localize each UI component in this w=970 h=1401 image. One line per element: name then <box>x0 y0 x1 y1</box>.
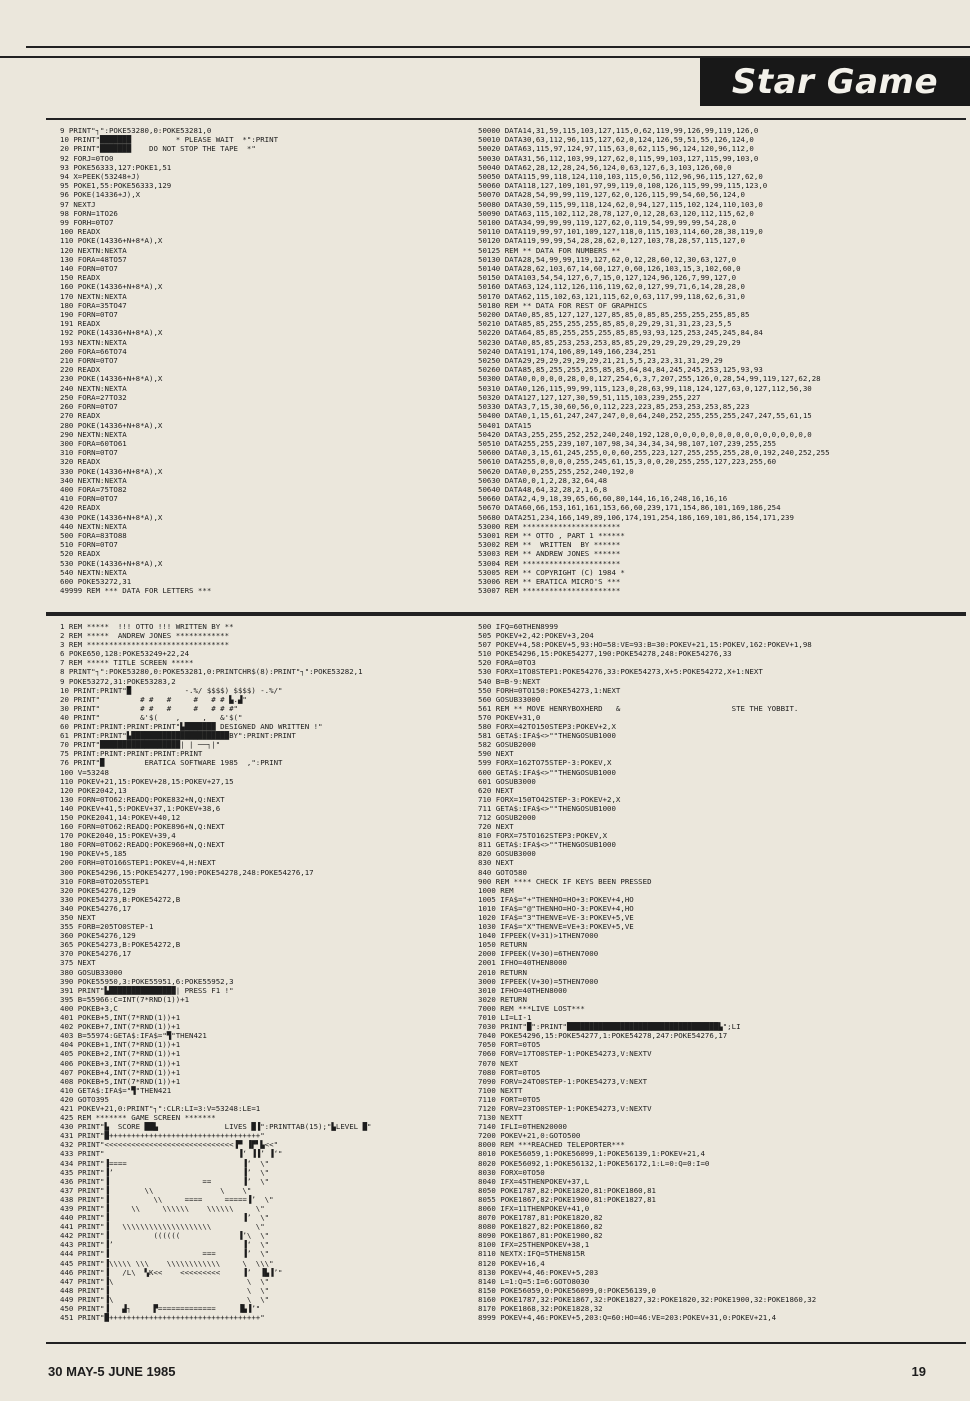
code-line: 8050 POKE1787,82:POKE1820,81:POKE1860,81 <box>478 1185 656 1195</box>
code-line: 50050 DATA115,99,118,124,110,103,115,0,56,112,96,96,115,127,62,0 <box>478 172 763 182</box>
code-line: 50100 DATA34,99,99,99,119,127,62,0,119,54,99,99,99,54,28,0 <box>478 218 737 228</box>
code-line: 9 PRINT"┐":POKE53280,0:POKE53281,0 <box>60 126 212 135</box>
code-line: 432 PRINT"<<<<<<<<<<<<<<<<<<<<<<<<<<<<<▐▀ ▐▛▘▙<<" <box>60 1140 279 1150</box>
code-line: 50030 DATA31,56,112,103,99,127,62,0,115,99,103,127,115,99,103,0 <box>478 153 759 163</box>
code-line: 505 POKEV+2,42:POKEV+3,204 <box>478 631 594 641</box>
code-line: 7100 NEXTT <box>478 1085 523 1095</box>
code-line: 180 FORA=35TO47 <box>60 300 127 310</box>
code-line: 61 PRINT:PRINT"▙██████████████████████BY":PRINT:PRINT <box>60 731 296 741</box>
code-line: 8090 POKE1867,81:POKE1900,82 <box>478 1231 603 1241</box>
code-line: 500 FORA=83TO88 <box>60 530 127 540</box>
code-line: 380 GOSUB33000 <box>60 967 123 977</box>
code-line: 407 POKEB+4,INT(7*RND(1))+1 <box>60 1067 181 1077</box>
code-line: 8030 FORX=0TO50 <box>478 1167 545 1177</box>
code-line: 310 FORB=0TO205STEP1 <box>60 876 149 886</box>
code-line: 1010 IFA$="@"THENHO=HO-3:POKEV+4,HO <box>478 903 634 913</box>
code-line: 50640 DATA48,64,32,28,2,1,6,8 <box>478 484 608 494</box>
code-line: 49999 REM *** DATA FOR LETTERS *** <box>60 586 212 596</box>
code-line: 434 PRINT"▐==== ▐‘ \" <box>60 1158 270 1168</box>
code-line: 50090 DATA63,115,102,112,28,78,127,0,12,28,63,120,112,115,62,0 <box>478 208 754 218</box>
code-line: 510 FORN=0TO7 <box>60 540 118 550</box>
code-line: 250 FORA=27TO32 <box>60 392 127 402</box>
code-line: 440 PRINT"▐ ▐’ \" <box>60 1213 270 1223</box>
code-line: 520 FORA=0TO3 <box>478 658 536 668</box>
code-line: 436 PRINT"▐ == ▐’ \" <box>60 1176 270 1186</box>
code-line: 110 POKE(14336+N+8*A),X <box>60 236 163 246</box>
code-line: 50420 DATA3,255,255,252,252,240,240,192,128,0,0,0,0,0,0,0,0,0,0,0,0,0,0,0,0 <box>478 429 812 439</box>
code-line: 599 FORX=162TO75STEP-3:POKEV,X <box>478 758 612 768</box>
code-line: 439 PRINT"▐ \\ \\\\\\ \\\\\\ \" <box>60 1204 265 1213</box>
code-line: 50680 DATA251,234,166,149,89,106,174,191,254,186,169,101,86,154,171,239 <box>478 512 794 522</box>
code-line: 445 PRINT"▐\\\\\ \\\ \\\\\\\\\\\\ \ \\\" <box>60 1258 274 1268</box>
code-line: 30 PRINT" # # # # # # #" <box>60 703 238 713</box>
code-line: 50000 DATA14,31,59,115,103,127,115,0,62,119,99,126,99,119,126,0 <box>478 126 759 135</box>
code-line: 7090 FORV=24TO0STEP-1:POKE54273,V:NEXT <box>478 1076 648 1086</box>
code-line: 330 POKE54273,B:POKE54272,B <box>60 894 181 904</box>
code-line: 450 PRINT"▐ ▟┐ ▛============= ▐▙▐’" <box>60 1304 261 1314</box>
code-line: 76 PRINT"█ ERATICA SOFTWARE 1985 ,":PRINT <box>60 758 283 768</box>
code-line: 160 FORN=0TO62:READQ:POKE896+N,Q:NEXT <box>60 822 225 832</box>
code-line: 404 POKEB+1,INT(7*RND(1))+1 <box>60 1040 181 1050</box>
code-line: 620 NEXT <box>478 785 514 795</box>
code-line: 210 FORN=0TO7 <box>60 356 118 366</box>
code-line: 430 POKE(14336+N+8*A),X <box>60 512 163 522</box>
code-line: 2000 IFPEEK(V+30)=6THEN7000 <box>478 949 599 959</box>
code-line: 560 GOSUB33000 <box>478 694 541 704</box>
code-line: 220 READX <box>60 365 101 375</box>
code-line: 601 GOSUB3000 <box>478 776 536 786</box>
code-line: 7030 PRINT"█":PRINT"██████████████████████████████████▙";LI <box>478 1022 741 1032</box>
code-line: 8055 POKE1867,82:POKE1900,81:POKE1827,81 <box>478 1194 656 1204</box>
code-line: 50020 DATA63,115,97,124,97,115,63,0,62,115,96,124,120,96,112,0 <box>478 144 754 154</box>
code-line: 300 POKE54296,15:POKE54277,190:POKE54278,248:POKE54276,17 <box>60 867 314 877</box>
code-line: 408 POKEB+5,INT(7*RND(1))+1 <box>60 1076 181 1086</box>
code-line: 365 POKE54273,B:POKE54272,B <box>60 940 181 950</box>
code-line: 425 REM ******* GAME SCREEN ******* <box>60 1113 216 1123</box>
code-line: 406 POKEB+3,INT(7*RND(1))+1 <box>60 1058 181 1068</box>
code-line: 100 V=53248 <box>60 767 109 777</box>
code-line: 2 REM ***** ANDREW JONES ************ <box>60 631 230 641</box>
code-line: 50330 DATA3,7,15,30,60,56,0,112,223,223,85,253,253,253,85,223 <box>478 402 750 412</box>
code-line: 200 FORA=66TO74 <box>60 346 127 356</box>
code-line: 7010 LI=LI-1 <box>478 1013 532 1023</box>
code-line: 70 PRINT"██████████████████| | ──┐|" <box>60 740 221 750</box>
code-line: 581 GETA$:IFA$<>""THENGOSUB1000 <box>478 731 616 741</box>
code-line: 50170 DATA62,115,102,63,121,115,62,0,63,117,99,118,62,6,31,0 <box>478 291 745 301</box>
code-line: 1050 RETURN <box>478 940 527 950</box>
code-line: 60 PRINT:PRINT:PRINT:PRINT"▙███████ DESIGNED AND WRITTEN !" <box>60 722 323 732</box>
code-line: 50125 REM ** DATA FOR NUMBERS ** <box>478 245 621 255</box>
code-line: 270 READX <box>60 411 101 421</box>
code-line: 20 PRINT"███████ DO NOT STOP THE TAPE *" <box>60 144 256 154</box>
code-line: 192 POKE(14336+N+8*A),X <box>60 328 163 338</box>
code-line: 92 FORJ=0TO0 <box>60 153 114 163</box>
code-line: 7050 FORT=0TO5 <box>478 1040 541 1050</box>
code-line: 582 GOSUB2000 <box>478 740 536 750</box>
code-line: 430 PRINT"▙ SCORE ██▙ LIVES █▐":PRINTTAB(15);"▙LEVEL █" <box>60 1122 372 1132</box>
code-line: 93 POKE56333,127:POKE1,51 <box>60 162 172 172</box>
code-line: 355 FORB=205TO0STEP-1 <box>60 922 154 932</box>
code-line: 1005 IFA$="+"THENHO=HO+3:POKEV+4,HO <box>478 894 634 904</box>
page-title: Star Game <box>700 58 970 106</box>
code-line: 50400 DATA0,1,15,61,247,247,247,0,0,64,240,252,255,255,255,247,247,55,61,15 <box>478 411 812 421</box>
code-line: 8010 POKE56059,1:POKE56099,1:POKE56139,1:POKEV+21,4 <box>478 1149 705 1159</box>
code-line: 130 FORA=48TO57 <box>60 254 127 264</box>
code-line: 375 NEXT <box>60 958 96 968</box>
code-line: 50070 DATA28,54,99,99,119,127,62,0,126,115,99,54,60,56,124,0 <box>478 190 745 200</box>
code-line: 420 GOTO395 <box>60 1094 109 1104</box>
code-line: 444 PRINT"▐ === ▐’ \" <box>60 1249 270 1259</box>
code-line: 402 POKEB+7,INT(7*RND(1))+1 <box>60 1022 181 1032</box>
code-line: 170 NEXTN:NEXTA <box>60 291 127 301</box>
code-line: 290 NEXTN:NEXTA <box>60 429 127 439</box>
code-line: 50260 DATA85,85,255,255,255,85,85,64,84,84,245,245,253,125,93,93 <box>478 365 763 375</box>
code-line: 53005 REM ** COPYRIGHT (C) 1984 * <box>478 567 625 577</box>
code-line: 8140 L=1:Q=5:I=6:GOTO8030 <box>478 1276 590 1286</box>
code-line: 7070 NEXT <box>478 1058 519 1068</box>
code-line: 830 NEXT <box>478 858 514 868</box>
code-line: 440 NEXTN:NEXTA <box>60 521 127 531</box>
code-line: 20 PRINT" # # # # # # ▙.▟" <box>60 694 247 704</box>
code-line: 50320 DATA127,127,127,30,59,51,115,103,239,255,227 <box>478 392 701 402</box>
code-line: 50510 DATA255,255,239,107,107,98,34,34,34,34,98,107,107,239,255,255 <box>478 438 777 448</box>
code-line: 7000 REM ***LIVE LOST*** <box>478 1003 585 1013</box>
code-line: 50210 DATA85,85,255,255,255,85,85,0,29,29,31,31,23,23,5,5 <box>478 319 732 329</box>
code-line: 7 REM ***** TITLE SCREEN ***** <box>60 658 194 668</box>
code-line: 50401 DATA15 <box>478 420 532 430</box>
code-line: 150 POKE2041,14:POKEV+40,12 <box>60 812 181 822</box>
code-line: 811 GETA$:IFA$<>""THENGOSUB1000 <box>478 840 616 850</box>
code-line: 53003 REM ** ANDREW JONES ****** <box>478 549 621 559</box>
code-line: 50600 DATA0,3,15,61,245,255,0,0,60,255,223,127,255,255,255,28,0,192,240,252,255 <box>478 448 830 458</box>
code-line: 97 NEXTJ <box>60 199 96 209</box>
code-line: 330 POKE(14336+N+8*A),X <box>60 466 163 476</box>
code-line: 100 READX <box>60 227 101 237</box>
code-line: 570 POKEV+31,0 <box>478 712 541 722</box>
code-line: 395 B=55966:C=INT(7*RND(1))+1 <box>60 994 190 1004</box>
code-line: 53007 REM ********************** <box>478 586 621 596</box>
code-line: 8150 POKE56059,0:POKE56099,0:POKE56139,0 <box>478 1285 656 1295</box>
code-line: 9 POKE53272,31:POKE53283,2 <box>60 676 176 686</box>
code-line: 360 POKE54276,129 <box>60 931 136 941</box>
code-line: 8999 POKEV+4,46:POKEV+5,203:Q=60:HO=46:VE=203:POKEV+31,0:POKEV+21,4 <box>478 1313 777 1323</box>
code-line: 1040 IFPEEK(V+31)>1THEN7000 <box>478 931 599 941</box>
code-line: 230 POKE(14336+N+8*A),X <box>60 374 163 384</box>
code-line: 410 GETA$:IFA$="▜"THEN421 <box>60 1085 172 1095</box>
code-line: 50150 DATA103,54,54,127,6,7,15,0,127,124,96,126,7,99,127,0 <box>478 273 737 283</box>
code-line: 190 FORN=0TO7 <box>60 310 118 320</box>
code-line: 8020 POKE56092,1:POKE56132,1:POKE56172,1:L=0:Q=0:I=0 <box>478 1158 710 1168</box>
listing-top-left <box>60 126 470 595</box>
code-line: 50660 DATA2,4,9,18,39,65,66,60,80,144,16,16,248,16,16,16 <box>478 494 728 504</box>
code-line: 50140 DATA28,62,103,67,14,60,127,0,60,126,103,15,3,102,60,0 <box>478 264 741 274</box>
code-line: 8130 POKEV+4,46:POKEV+5,203 <box>478 1267 599 1277</box>
code-line: 50300 DATA0,0,0,0,0,28,0,0,127,254,6,3,7,207,255,126,0,28,54,99,119,127,62,28 <box>478 374 821 384</box>
code-line: 530 POKE(14336+N+8*A),X <box>60 558 163 568</box>
code-line: 95 POKE1,55:POKE56333,129 <box>60 181 172 191</box>
code-line: 50010 DATA30,63,112,96,115,127,62,0,124,126,59,51,55,126,124,0 <box>478 135 754 145</box>
code-line: 50160 DATA63,124,112,126,116,119,62,0,127,99,71,6,14,28,28,0 <box>478 282 745 292</box>
code-line: 410 FORN=0TO7 <box>60 494 118 504</box>
code-line: 180 FORN=0TO62:READQ:POKE960+N,Q:NEXT <box>60 840 225 850</box>
code-line: 437 PRINT"▐ \\ \ \" <box>60 1185 252 1195</box>
code-line: 140 FORN=0TO7 <box>60 264 118 274</box>
code-line: 711 GETA$:IFA$<>""THENGOSUB1000 <box>478 803 616 813</box>
code-line: 94 X=PEEK(53248+J) <box>60 172 141 182</box>
code-line: 449 PRINT"▐\ \ \" <box>60 1294 270 1304</box>
code-line: 510 POKE54296,15:POKE54277,190:POKE54278,248:POKE54276,33 <box>478 649 732 659</box>
code-line: 50250 DATA29,29,29,29,29,29,21,21,5,5,23,23,31,31,29,29 <box>478 356 723 366</box>
code-line: 300 FORA=60TO61 <box>60 438 127 448</box>
code-line: 447 PRINT"▐\ \ \" <box>60 1276 270 1286</box>
listing-bottom-right <box>478 622 962 1322</box>
code-line: 840 GOTO580 <box>478 867 527 877</box>
code-line: 340 POKE54276,17 <box>60 903 132 913</box>
code-line: 50200 DATA0,85,85,127,127,127,85,85,0,85,85,255,255,255,85,85 <box>478 310 750 320</box>
code-line: 438 PRINT"▐ \\ ==== =====▐’ \" <box>60 1194 274 1204</box>
code-line: 8080 POKE1827,82:POKE1860,82 <box>478 1222 603 1232</box>
code-line: 193 NEXTN:NEXTA <box>60 337 127 347</box>
code-line: 260 FORN=0TO7 <box>60 402 118 412</box>
code-line: 7080 FORT=0TO5 <box>478 1067 541 1077</box>
code-line: 310 FORN=0TO7 <box>60 448 118 458</box>
code-line: 96 POKE(14336+J),X <box>60 190 141 200</box>
listing-panel-top <box>46 118 966 614</box>
code-line: 2010 RETURN <box>478 967 527 977</box>
code-line: 53001 REM ** OTTO , PART 1 ****** <box>478 530 625 540</box>
code-line: 280 POKE(14336+N+8*A),X <box>60 420 163 430</box>
code-line: 7040 POKE54296,15:POKE54277,1:POKE54278,247:POKE54276,17 <box>478 1031 728 1041</box>
code-line: 7140 IFLI=0THEN20000 <box>478 1122 567 1132</box>
code-line: 561 REM ** MOVE HENRYBOXHERD & STE THE YOBBIT. <box>478 703 799 713</box>
code-line: 1000 REM <box>478 885 514 895</box>
code-line: 50310 DATA0,126,115,99,99,115,123,0,28,63,99,118,124,127,63,0,127,112,56,30 <box>478 383 812 393</box>
code-line: 8100 IFX=25THENPOKEV+38,1 <box>478 1240 590 1250</box>
code-line: 451 PRINT"█++++++++++++++++++++++++++++++++++" <box>60 1313 265 1323</box>
code-line: 405 POKEB+2,INT(7*RND(1))+1 <box>60 1049 181 1059</box>
code-line: 520 READX <box>60 549 101 559</box>
code-line: 540 B=B-9:NEXT <box>478 676 541 686</box>
code-line: 98 FORN=1TO26 <box>60 208 118 218</box>
code-line: 53000 REM ********************** <box>478 521 621 531</box>
code-line: 8000 REM ***REACHED TELEPORTER*** <box>478 1140 625 1150</box>
code-line: 507 POKEV+4,58:POKEV+5,93:HO=58:VE=93:B=30:POKEV+21,15:POKEV,162:POKEV+1,98 <box>478 640 812 650</box>
code-line: 50670 DATA60,66,153,161,161,153,66,60,239,171,154,86,101,169,186,254 <box>478 503 781 513</box>
code-line: 590 NEXT <box>478 749 514 759</box>
code-line: 50230 DATA0,85,85,253,253,253,85,85,29,29,29,29,29,29,29,29 <box>478 337 741 347</box>
page-number: 19 <box>911 1364 926 1379</box>
code-line: 1030 IFA$="X"THENVE=VE+3:POKEV+5,VE <box>478 922 634 932</box>
code-line: 443 PRINT"▐’ ▐‘ \" <box>60 1240 270 1250</box>
code-line: 8120 POKEV+16,4 <box>478 1258 545 1268</box>
code-line: 8 PRINT"┐":POKE53280,0:POKE53281,0:PRINTCHR$(8):PRINT"┐":POKE53282,1 <box>60 667 363 677</box>
code-line: 191 READX <box>60 319 101 329</box>
code-line: 390 POKE55950,3:POKE55951,6:POKE55952,3 <box>60 976 234 986</box>
code-line: 3 REM ******************************** <box>60 640 230 650</box>
code-line: 550 FORH=0TO150:POKE54273,1:NEXT <box>478 685 621 695</box>
code-line: 446 PRINT"▐ /L\ ▚K<< <<<<<<<<< ▐’ ▐▙▐’" <box>60 1267 283 1277</box>
code-line: 530 FORX=1TO8STEP1:POKE54276,33:POKE54273,X+5:POKE54272,X+1:NEXT <box>478 667 763 677</box>
code-line: 391 PRINT"▙███████████████| PRESS F1 !" <box>60 985 234 995</box>
code-line: 900 REM **** CHECK IF KEYS BEEN PRESSED <box>478 876 652 886</box>
code-line: 1020 IFA$="3"THENVE=VE-3:POKEV+5,VE <box>478 913 634 922</box>
code-line: 320 POKE54276,129 <box>60 885 136 895</box>
code-line: 50220 DATA64,85,85,255,255,255,85,85,93,93,125,253,245,245,84,84 <box>478 328 763 338</box>
code-line: 3010 IFHO=40THEN8000 <box>478 985 567 995</box>
code-line: 7200 POKEV+21,0:GOTO500 <box>478 1131 581 1141</box>
code-line: 7120 FORV=23TO0STEP-1:POKE54273,V:NEXTV <box>478 1103 652 1113</box>
listing-top-right <box>478 126 962 595</box>
code-line: 8040 IFX=45THENPOKEV+37,L <box>478 1176 590 1186</box>
code-line: 350 NEXT <box>60 913 96 922</box>
code-line: 8110 NEXTX:IFQ=5THEN815R <box>478 1249 585 1259</box>
code-line: 50630 DATA0,0,1,2,28,32,64,48 <box>478 475 608 485</box>
code-line: 420 READX <box>60 503 101 513</box>
code-line: 8160 POKE1787,32:POKE1867,32:POKE1827,32:POKE1820,32:POKE1900,32:POKE1860,32 <box>478 1294 817 1304</box>
code-line: 53002 REM ** WRITTEN BY ****** <box>478 540 621 550</box>
code-line: 99 FORH=0TO7 <box>60 218 114 228</box>
code-line: 170 POKE2040,15:POKEV+39,4 <box>60 831 176 841</box>
code-line: 53006 REM ** ERATICA MICRO'S *** <box>478 576 621 586</box>
code-line: 340 NEXTN:NEXTA <box>60 475 127 485</box>
code-line: 8070 POKE1787,81:POKE1820,82 <box>478 1213 603 1223</box>
code-line: 600 POKE53272,31 <box>60 576 132 586</box>
code-line: 160 POKE(14336+N+8*A),X <box>60 282 163 292</box>
code-line: 75 PRINT:PRINT:PRINT:PRINT:PRINT <box>60 749 203 759</box>
code-line: 3000 IFPEEK(V+30)=5THEN7000 <box>478 976 599 986</box>
code-line: 712 GOSUB2000 <box>478 812 536 822</box>
code-line: 50180 REM ** DATA FOR REST OF GRAPHICS <box>478 300 648 310</box>
code-line: 50060 DATA118,127,109,101,97,99,119,0,108,126,115,99,99,115,123,0 <box>478 181 768 191</box>
code-line: 400 POKEB+3,C <box>60 1003 118 1013</box>
code-line: 190 POKEV+5,185 <box>60 849 127 859</box>
issue-date: 30 MAY-5 JUNE 1985 <box>48 1364 176 1379</box>
code-line: 710 FORX=150TO42STEP-3:POKEV+2,X <box>478 794 621 804</box>
code-line: 140 POKEV+41,5:POKEV+37,1:POKEV+38,6 <box>60 803 221 813</box>
code-line: 110 POKEV+21,15:POKEV+28,15:POKEV+27,15 <box>60 776 234 786</box>
code-line: 40 PRINT" &'$( , , &'$(" <box>60 712 243 722</box>
code-line: 1 REM ***** !!! OTTO !!! WRITTEN BY ** <box>60 622 234 631</box>
code-line: 50110 DATA119,99,97,101,109,127,118,0,115,103,114,60,28,38,119,0 <box>478 227 763 237</box>
code-line: 403 B=55974:GETA$:IFA$="▜"THEN421 <box>60 1031 207 1041</box>
code-line: 240 NEXTN:NEXTA <box>60 383 127 393</box>
code-line: 720 NEXT <box>478 822 514 832</box>
code-line: 50240 DATA191,174,106,89,149,166,234,251 <box>478 346 656 356</box>
listing-bottom-left <box>60 622 470 1322</box>
code-line: 53004 REM ********************** <box>478 558 621 568</box>
code-line: 8060 IFX=11THENPOKEV+41,0 <box>478 1204 590 1213</box>
code-line: 435 PRINT"▐’ ▐’ \" <box>60 1167 270 1177</box>
code-line: 400 FORA=75TO82 <box>60 484 127 494</box>
code-line: 580 FORX=42TO150STEP3:POKEV+2,X <box>478 722 616 732</box>
code-line: 448 PRINT"▐ \ \" <box>60 1285 270 1295</box>
code-line: 50610 DATA255,0,0,0,0,255,245,61,15,3,0,0,20,255,255,127,223,255,60 <box>478 457 777 467</box>
code-line: 10 PRINT:PRINT"█ -.%/ $$$$) $$$$) -.%/" <box>60 685 283 695</box>
code-line: 7110 FORT=0TO5 <box>478 1094 541 1104</box>
code-line: 421 POKEV+21,0:PRINT"┐":CLR:LI=3:V=53248:LE=1 <box>60 1103 261 1113</box>
code-line: 320 READX <box>60 457 101 467</box>
code-line: 820 GOSUB3000 <box>478 849 536 859</box>
code-line: 150 READX <box>60 273 101 283</box>
code-line: 7130 NEXTT <box>478 1113 523 1123</box>
top-rule <box>26 46 970 48</box>
code-line: 6 POKE650,128:POKE53249+22,24 <box>60 649 190 659</box>
code-line: 2001 IFHO=40THEN8000 <box>478 958 567 968</box>
code-line: 50080 DATA30,59,115,99,118,124,62,0,94,127,115,102,124,110,103,0 <box>478 199 763 209</box>
code-line: 7060 FORV=17TO0STEP-1:POKE54273,V:NEXTV <box>478 1049 652 1059</box>
code-line: 120 NEXTN:NEXTA <box>60 245 127 255</box>
code-line: 50040 DATA62,28,12,28,24,56,124,0,63,127,6,3,103,126,60,0 <box>478 162 732 172</box>
code-line: 540 NEXTN:NEXTA <box>60 567 127 577</box>
code-line: 3020 RETURN <box>478 994 527 1004</box>
code-line: 431 PRINT"█++++++++++++++++++++++++++++++++++" <box>60 1131 265 1141</box>
code-line: 441 PRINT"▐ \\\\\\\\\\\\\\\\\\\\ \" <box>60 1222 265 1232</box>
code-line: 600 GETA$:IFA$<>""THENGOSUB1000 <box>478 767 616 777</box>
code-line: 50620 DATA0,0,255,255,252,240,192,0 <box>478 466 634 476</box>
code-line: 810 FORX=75TO162STEP3:POKEV,X <box>478 831 608 841</box>
code-line: 120 POKE2042,13 <box>60 785 127 795</box>
code-line: 442 PRINT"▐ (((((( ▐’\ \" <box>60 1231 270 1241</box>
code-line: 401 POKEB+5,INT(7*RND(1))+1 <box>60 1013 181 1023</box>
code-line: 10 PRINT"███████ * PLEASE WAIT *":PRINT <box>60 135 279 145</box>
code-line: 433 PRINT" ▐‘ ▐▐’ ▐‘" <box>60 1149 283 1159</box>
code-line: 200 FORH=0TO166STEP1:POKEV+4,H:NEXT <box>60 858 216 868</box>
code-line: 50130 DATA28,54,99,99,119,127,62,0,12,28,60,12,30,63,127,0 <box>478 254 737 264</box>
code-line: 8170 POKE1868,32:POKE1828,32 <box>478 1304 603 1314</box>
code-line: 500 IFQ=60THEN8999 <box>478 622 559 631</box>
code-line: 370 POKE54276,17 <box>60 949 132 959</box>
code-line: 50120 DATA119,99,99,54,28,28,62,0,127,103,78,28,57,115,127,0 <box>478 236 745 246</box>
code-line: 130 FORN=0TO62:READQ:POKE832+N,Q:NEXT <box>60 794 225 804</box>
listing-panel-bottom <box>46 614 966 1344</box>
